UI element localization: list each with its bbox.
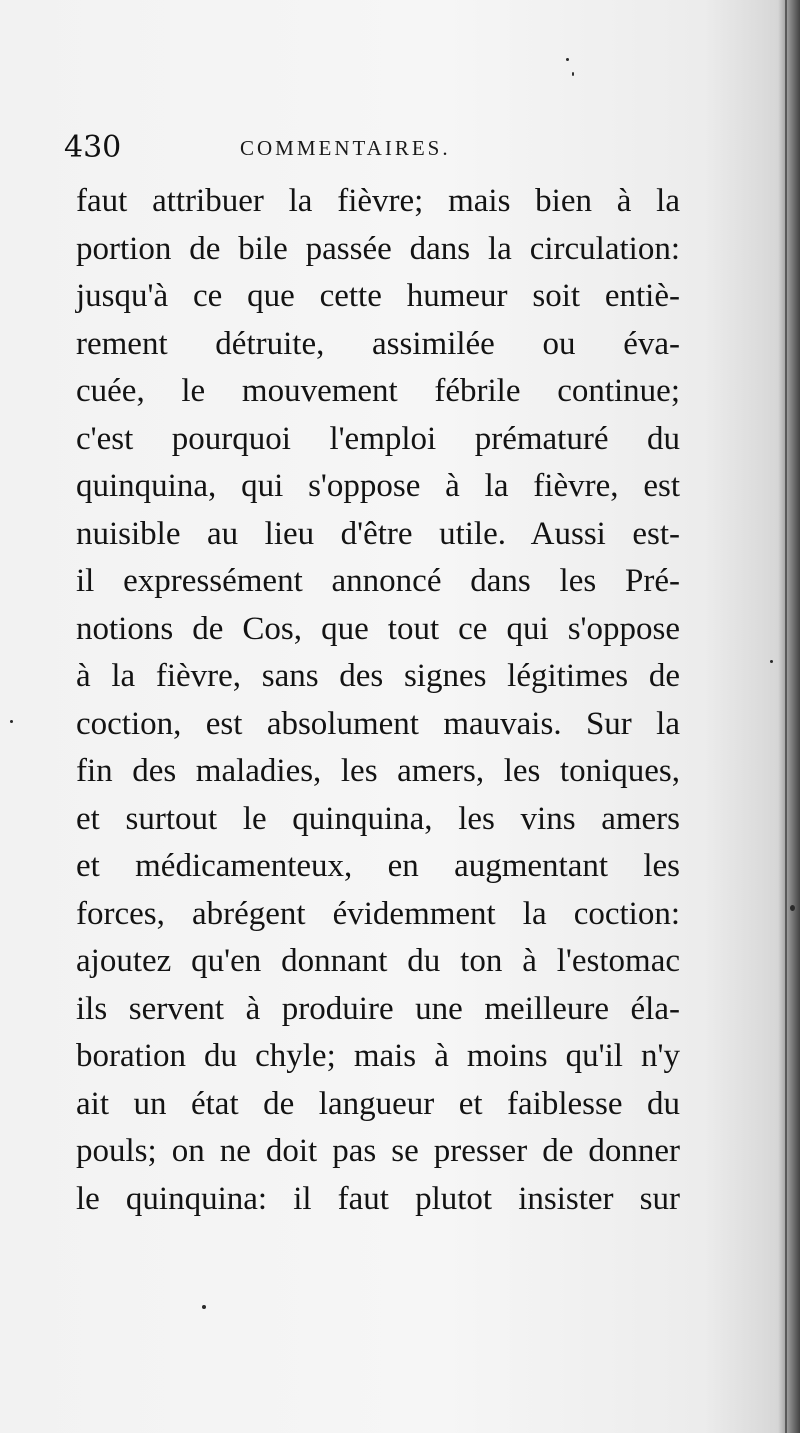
text-line: fin des maladies, les amers, les toniques, bbox=[76, 753, 680, 789]
text-line: ils servent à produire une meilleure éla- bbox=[76, 990, 680, 1027]
text-line: pouls; on ne doit pas se presser de donner bbox=[76, 1133, 680, 1169]
paper-speck bbox=[572, 72, 574, 76]
text-line: quinquina, qui s'oppose à la fièvre, est bbox=[76, 468, 680, 504]
running-head: COMMENTAIRES. bbox=[240, 136, 451, 160]
text-line: il expressément annoncé dans les Pré- bbox=[76, 563, 680, 599]
text-line: à la fièvre, sans des signes légitimes de bbox=[76, 658, 680, 694]
text-line: et surtout le quinquina, les vins amers bbox=[76, 800, 680, 837]
text-line: notions de Cos, que tout ce qui s'oppose bbox=[76, 610, 680, 647]
text-line: boration du chyle; mais à moins qu'il n'y bbox=[76, 1038, 680, 1074]
text-line: c'est pourquoi l'emploi prématuré du bbox=[76, 420, 680, 457]
text-line: cuée, le mouvement fébrile continue; bbox=[76, 373, 680, 409]
paper-speck bbox=[770, 660, 773, 663]
page-header bbox=[64, 128, 704, 168]
text-line: ait un état de langueur et faiblesse du bbox=[76, 1085, 680, 1122]
text-line: et médicamenteux, en augmentant les bbox=[76, 848, 680, 884]
text-line: jusqu'à ce que cette humeur soit entiè- bbox=[76, 278, 680, 314]
text-line: coction, est absolument mauvais. Sur la bbox=[76, 705, 680, 742]
text-line: portion de bile passée dans la circulation: bbox=[76, 230, 680, 267]
text-line: le quinquina: il faut plutot insister sur bbox=[76, 1180, 680, 1217]
paper-speck bbox=[790, 905, 795, 911]
paper-speck bbox=[10, 720, 13, 723]
paper-speck bbox=[566, 58, 569, 61]
text-line: rement détruite, assimilée ou éva- bbox=[76, 325, 680, 362]
text-line: ajoutez qu'en donnant du ton à l'estomac bbox=[76, 943, 680, 979]
paper-speck bbox=[202, 1305, 206, 1309]
text-line: faut attribuer la fièvre; mais bien à la bbox=[76, 183, 680, 219]
text-line: nuisible au lieu d'être utile. Aussi est- bbox=[76, 515, 680, 552]
body-text bbox=[76, 178, 680, 1223]
text-line: forces, abrégent évidemment la coction: bbox=[76, 895, 680, 932]
page-binding-shadow bbox=[778, 0, 800, 1433]
page-binding-line bbox=[785, 0, 787, 1433]
page-number: 430 bbox=[64, 130, 122, 165]
